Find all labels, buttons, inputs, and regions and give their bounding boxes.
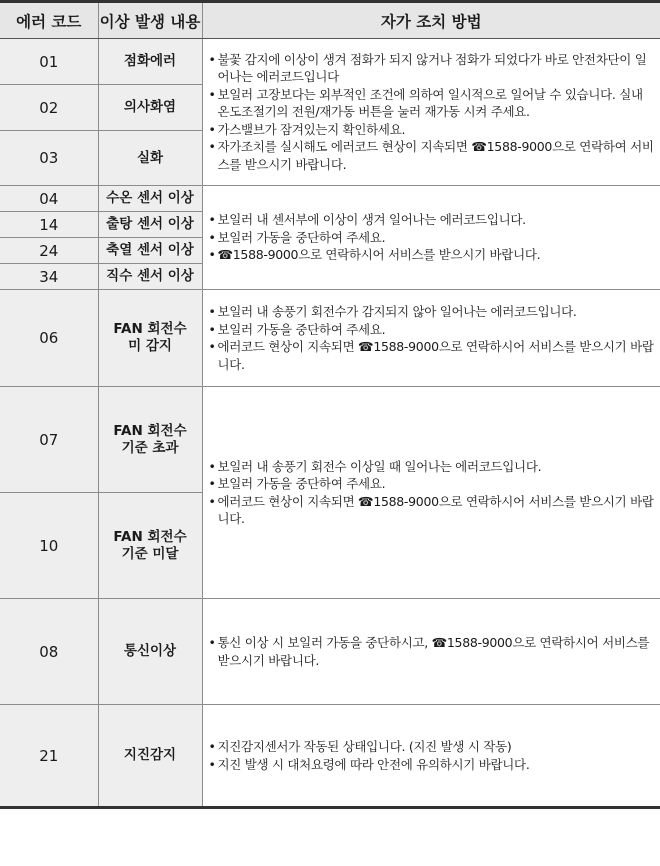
error-name: 실화	[98, 131, 202, 186]
error-name-line: 기준 미달	[121, 545, 179, 562]
error-name: 지진감지	[98, 705, 202, 808]
list-item: • 보일러 내 송풍기 회전수가 감지되지 않아 일어나는 에러코드입니다.	[208, 304, 577, 319]
error-code: 14	[0, 212, 98, 238]
table-row	[0, 387, 660, 493]
error-name	[98, 387, 202, 493]
error-code: 24	[0, 238, 98, 264]
error-name-line: FAN 회전수	[113, 321, 187, 337]
header-name: 이상 발생 내용	[98, 2, 202, 39]
error-name	[98, 493, 202, 599]
list-item: • 지진 발생 시 대처요령에 따라 안전에 유의하시기 바랍니다.	[208, 756, 530, 772]
error-code: 10	[0, 493, 98, 599]
error-name-line: FAN 회전수	[113, 528, 187, 545]
list-item: • 불꽃 감지에 이상이 생겨 점화가 되지 않거나 점화가 되었다가 바로 안전차단이 일어나는 에러코드입니다	[208, 51, 647, 85]
list-item: • 자가조치를 실시해도 에러코드 현상이 지속되면 ☎1588-9000으로 연락하여 서비스를 받으시기 바랍니다.	[208, 139, 654, 172]
list-item: • 보일러 고장보다는 외부적인 조건에 의하여 일시적으로 일어날 수 있습니다. 실내온도조절기의 전원/재가동 버튼을 눌러 재가동 시켜 주세요.	[208, 86, 643, 120]
action-cell	[202, 599, 660, 705]
error-code: 08	[0, 599, 98, 705]
error-code: 02	[0, 85, 98, 131]
list-item: • 가스밸브가 잠겨있는지 확인하세요.	[208, 121, 406, 137]
error-name: 출탕 센서 이상	[98, 212, 202, 238]
error-name: 점화에러	[98, 39, 202, 85]
error-name: 수온 센서 이상	[98, 186, 202, 212]
error-code: 07	[0, 387, 98, 493]
error-name	[98, 290, 202, 387]
error-name: 통신이상	[98, 599, 202, 705]
error-code: 04	[0, 186, 98, 212]
error-code: 03	[0, 131, 98, 186]
table-row	[0, 705, 660, 808]
table-row	[0, 186, 660, 212]
list-item: • 보일러 내 센서부에 이상이 생겨 일어나는 에러코드입니다.	[208, 212, 526, 228]
list-item: • 지진감지센서가 작동된 상태입니다. (지진 발생 시 작동)	[208, 739, 512, 754]
error-code: 06	[0, 290, 98, 387]
action-cell	[202, 290, 660, 387]
error-name-line: 미 감지	[128, 338, 172, 354]
error-name: 의사화염	[98, 85, 202, 131]
error-code: 01	[0, 39, 98, 85]
list-item: • ☎1588-9000으로 연락하시어 서비스를 받으시기 바랍니다.	[208, 247, 541, 263]
header-row	[0, 2, 660, 39]
table-row	[0, 290, 660, 387]
header-action: 자가 조치 방법	[202, 2, 660, 39]
list-item: • 보일러 가동을 중단하여 주세요.	[208, 321, 386, 337]
error-name: 축열 센서 이상	[98, 238, 202, 264]
action-cell	[202, 39, 660, 186]
action-cell	[202, 186, 660, 290]
error-name: 직수 센서 이상	[98, 264, 202, 290]
error-name-line: 기준 초과	[121, 439, 179, 456]
action-cell	[202, 387, 660, 599]
table-row	[0, 599, 660, 705]
list-item: • 보일러 가동을 중단하여 주세요.	[208, 229, 386, 245]
error-code: 21	[0, 705, 98, 808]
action-cell	[202, 705, 660, 808]
error-name-line: FAN 회전수	[113, 422, 187, 439]
list-item: • 보일러 가동을 중단하여 주세요.	[208, 476, 386, 491]
header-code: 에러 코드	[0, 2, 98, 39]
list-item: • 보일러 내 송풍기 회전수 이상일 때 일어나는 에러코드입니다.	[208, 458, 542, 474]
list-item: • 에러코드 현상이 지속되면 ☎1588-9000으로 연락하시어 서비스를 받으시기 바랍니다.	[208, 339, 654, 372]
error-code: 34	[0, 264, 98, 290]
list-item: • 에러코드 현상이 지속되면 ☎1588-9000으로 연락하시어 서비스를 받으시기 바랍니다.	[208, 493, 654, 526]
table-row	[0, 39, 660, 85]
list-item: • 통신 이상 시 보일러 가동을 중단하시고, ☎1588-9000으로 연락하시어 서비스를 받으시기 바랍니다.	[208, 635, 650, 668]
